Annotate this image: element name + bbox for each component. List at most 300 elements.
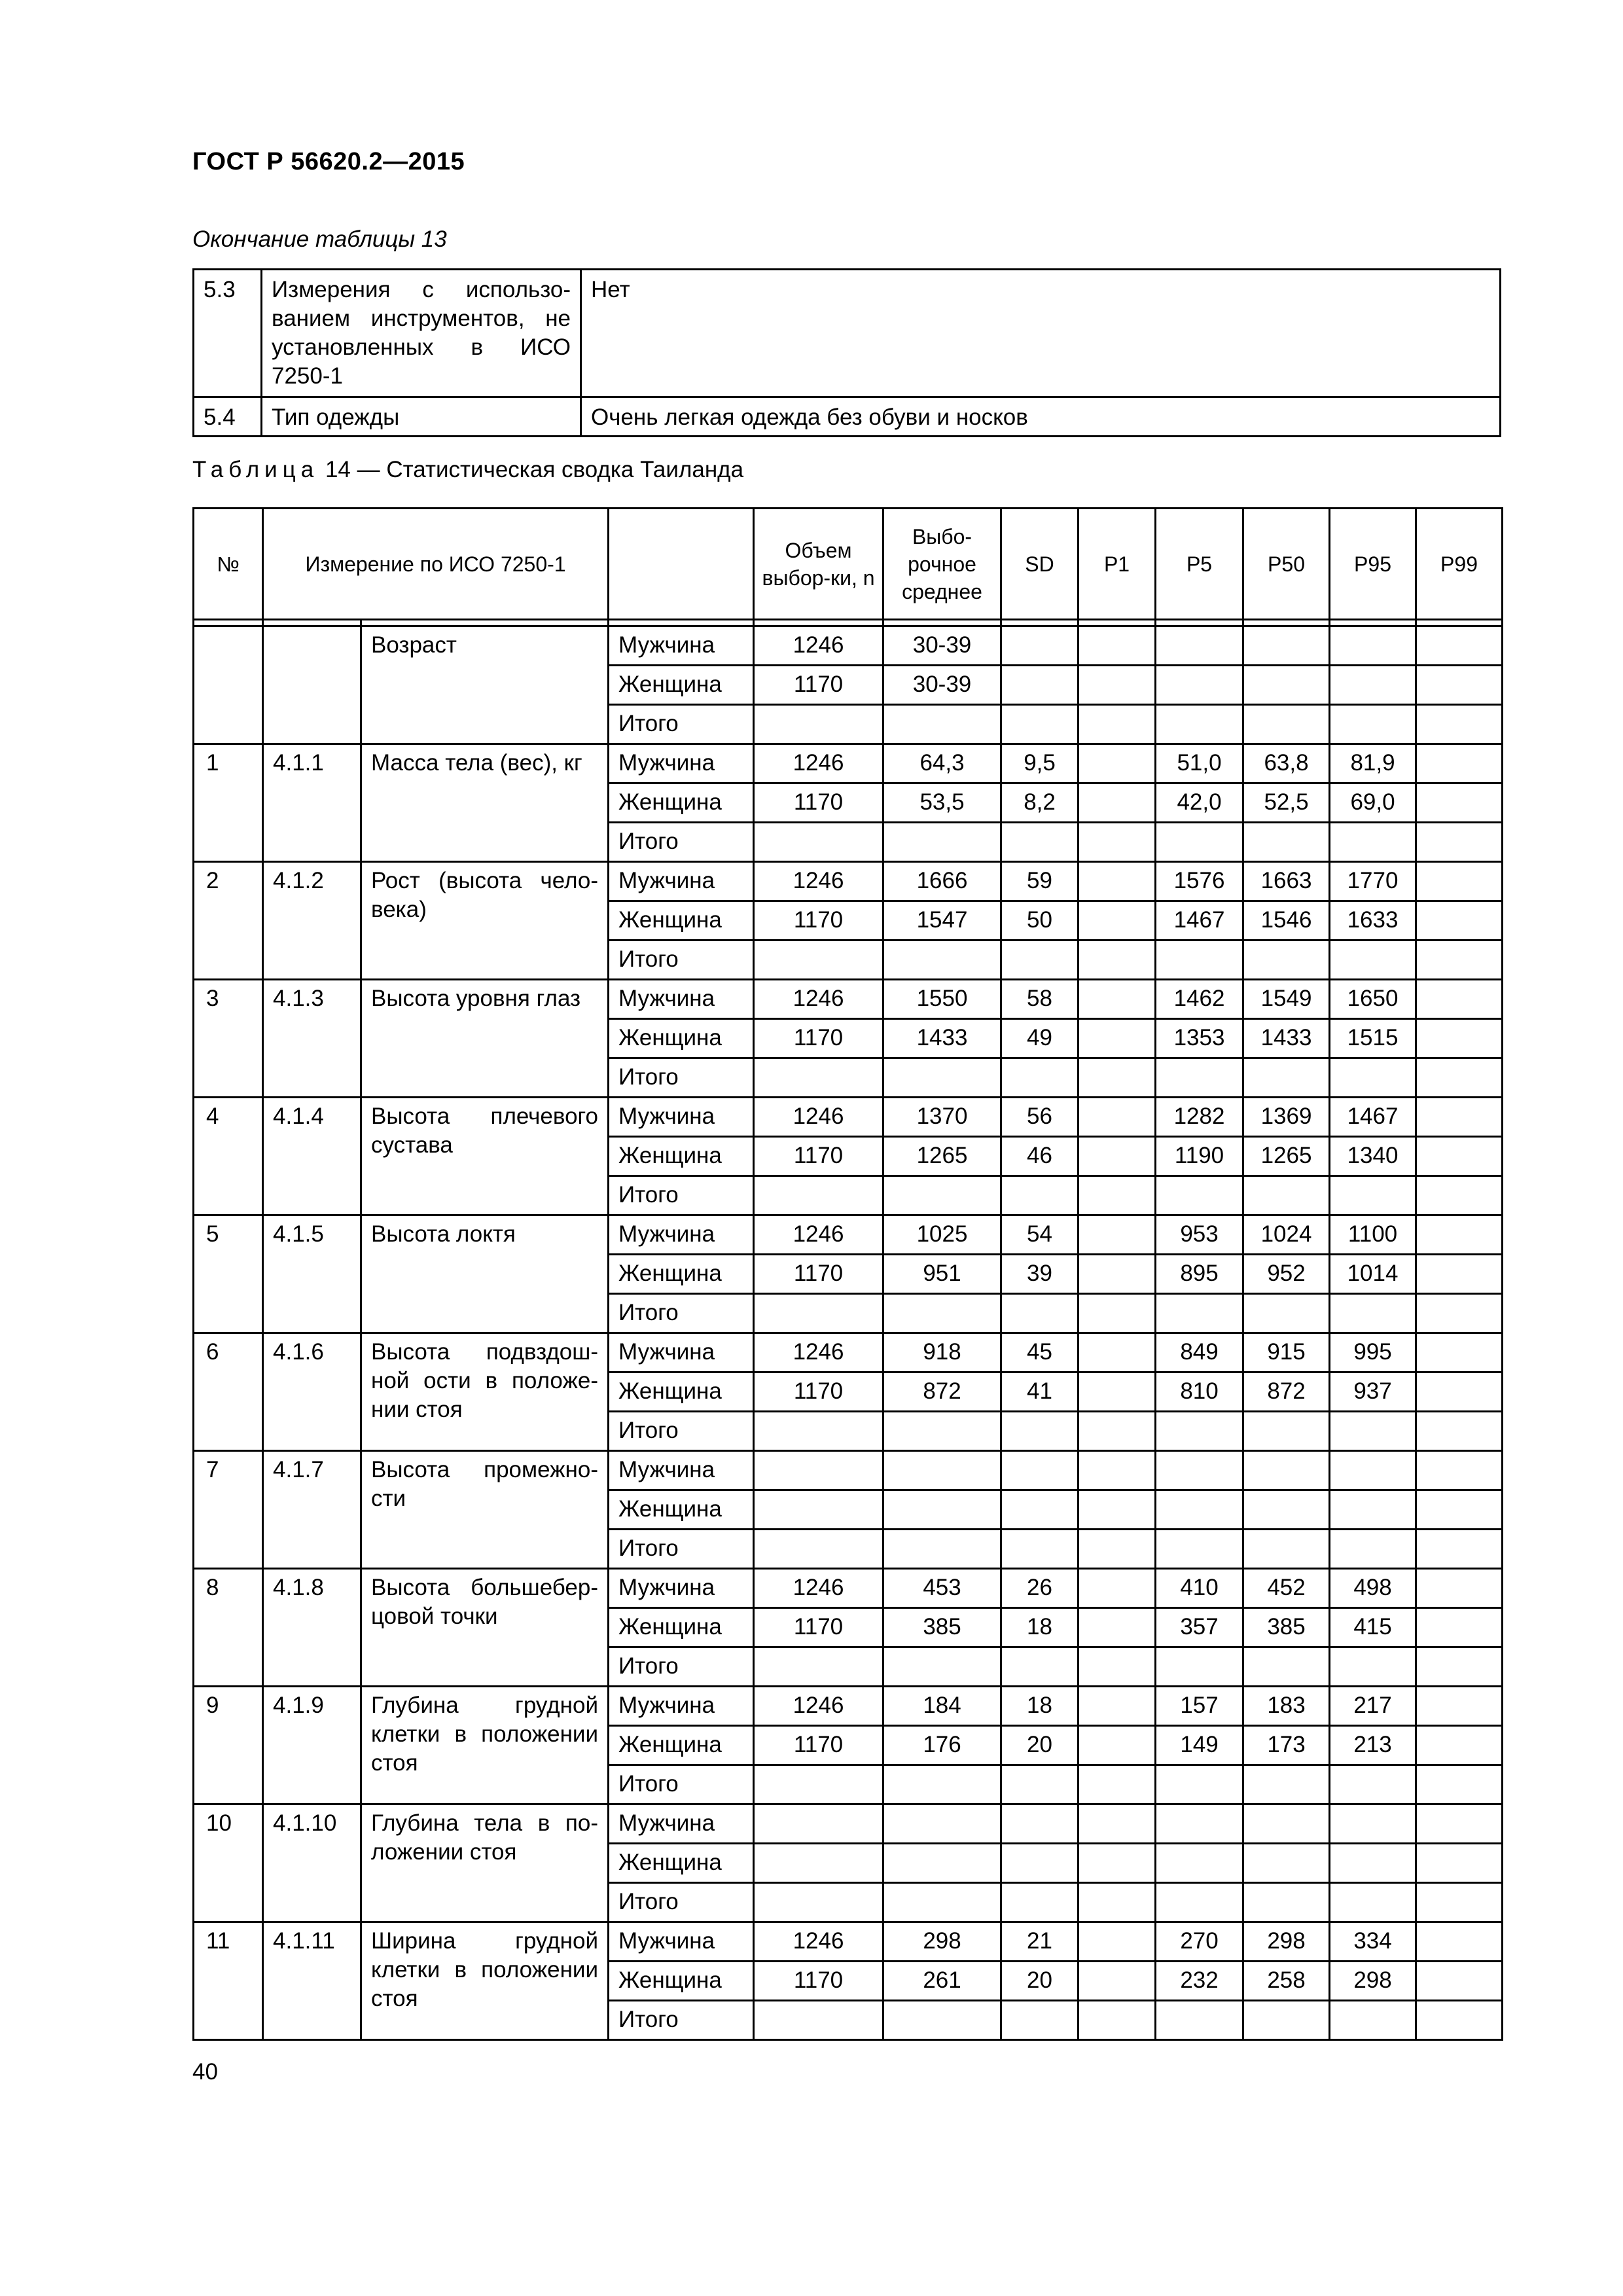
sex-label: Мужчина [609, 1451, 754, 1490]
cell-p50 [1243, 626, 1330, 666]
cell-p50: 1663 [1243, 862, 1330, 901]
cell-p5: 157 [1156, 1687, 1243, 1726]
table-row [194, 1098, 1503, 1137]
cell-n: 1246 [754, 1098, 883, 1137]
cell-p99 [1416, 1922, 1503, 1962]
cell-mean [883, 1647, 1001, 1687]
sex-label: Женщина [609, 1608, 754, 1647]
table-14-thailand [192, 507, 1503, 2041]
cell-sd: 49 [1001, 1019, 1079, 1058]
measure-name: Ширина грудной клетки в положении стоя [361, 1922, 609, 2040]
cell-p5: 42,0 [1156, 783, 1243, 823]
cell-p5: 410 [1156, 1569, 1243, 1608]
row-number: 5.3 [194, 270, 262, 397]
cell-mean: 918 [883, 1333, 1001, 1372]
cell-p5 [1156, 1176, 1243, 1215]
cell-p1 [1079, 1922, 1156, 1962]
table-row [194, 1804, 1503, 1844]
measure-name: Высота локтя [361, 1215, 609, 1333]
table-row [194, 980, 1503, 1019]
cell-mean: 1025 [883, 1215, 1001, 1255]
cell-p95: 995 [1330, 1333, 1416, 1372]
sex-label: Итого [609, 1058, 754, 1098]
row-label: Тип одежды [262, 397, 581, 437]
row-value: Нет [581, 270, 1501, 397]
cell-mean [883, 1412, 1001, 1451]
sex-label: Итого [609, 2001, 754, 2040]
table-caption-text: 14 — Статистическая сводка Таиланда [319, 457, 744, 482]
cell-p1 [1079, 1215, 1156, 1255]
cell-mean: 872 [883, 1372, 1001, 1412]
sex-label: Женщина [609, 1255, 754, 1294]
cell-p99 [1416, 1294, 1503, 1333]
cell-n [754, 1176, 883, 1215]
cell-p95 [1330, 1647, 1416, 1687]
cell-mean: 53,5 [883, 783, 1001, 823]
measure-code: 4.1.1 [263, 744, 361, 862]
cell-n: 1170 [754, 1372, 883, 1412]
cell-p5 [1156, 1647, 1243, 1687]
cell-p99 [1416, 1490, 1503, 1530]
cell-mean: 1666 [883, 862, 1001, 901]
measure-code: 4.1.11 [263, 1922, 361, 2040]
measure-code: 4.1.4 [263, 1098, 361, 1215]
cell-mean: 453 [883, 1569, 1001, 1608]
table-row [194, 1215, 1503, 1255]
cell-mean [883, 1294, 1001, 1333]
cell-p99 [1416, 941, 1503, 980]
table-header-row [194, 509, 1503, 620]
cell-p50: 52,5 [1243, 783, 1330, 823]
cell-sd [1001, 1844, 1079, 1883]
cell-p95: 81,9 [1330, 744, 1416, 783]
cell-p50: 1024 [1243, 1215, 1330, 1255]
cell-sd: 46 [1001, 1137, 1079, 1176]
cell-p1 [1079, 1019, 1156, 1058]
cell-p95 [1330, 1765, 1416, 1804]
measure-code: 4.1.3 [263, 980, 361, 1098]
cell-p50 [1243, 705, 1330, 744]
cell-sd: 50 [1001, 901, 1079, 941]
sex-label: Итого [609, 1530, 754, 1569]
measure-name: Высота уровня глаз [361, 980, 609, 1098]
cell-p5 [1156, 1530, 1243, 1569]
cell-mean: 951 [883, 1255, 1001, 1294]
cell-p95: 415 [1330, 1608, 1416, 1647]
cell-p5 [1156, 1058, 1243, 1098]
cell-p5: 1190 [1156, 1137, 1243, 1176]
cell-n: 1246 [754, 1333, 883, 1372]
measure-number: 7 [194, 1451, 263, 1569]
sex-label: Мужчина [609, 1098, 754, 1137]
sex-label: Мужчина [609, 862, 754, 901]
cell-p5 [1156, 941, 1243, 980]
sex-label: Итого [609, 1883, 754, 1922]
cell-n: 1170 [754, 1726, 883, 1765]
table-row [194, 1333, 1503, 1372]
cell-sd: 9,5 [1001, 744, 1079, 783]
table-body [194, 620, 1503, 2040]
cell-n [754, 705, 883, 744]
cell-p95 [1330, 2001, 1416, 2040]
cell-p1 [1079, 1608, 1156, 1647]
cell-sd: 8,2 [1001, 783, 1079, 823]
row-value: Очень легкая одежда без обуви и носков [581, 397, 1501, 437]
cell-p50 [1243, 941, 1330, 980]
cell-sd: 45 [1001, 1333, 1079, 1372]
cell-sd: 21 [1001, 1922, 1079, 1962]
cell-n [754, 2001, 883, 2040]
cell-n: 1246 [754, 744, 883, 783]
cell-p95 [1330, 941, 1416, 980]
header-p5: P5 [1156, 509, 1243, 620]
cell-n: 1170 [754, 1962, 883, 2001]
header-num: № [194, 509, 263, 620]
cell-p1 [1079, 1176, 1156, 1215]
header-p50: P50 [1243, 509, 1330, 620]
cell-p1 [1079, 1962, 1156, 2001]
cell-p50: 298 [1243, 1922, 1330, 1962]
cell-p1 [1079, 1294, 1156, 1333]
sex-label: Женщина [609, 1019, 754, 1058]
cell-p99 [1416, 1687, 1503, 1726]
sex-label: Итого [609, 941, 754, 980]
cell-mean [883, 1530, 1001, 1569]
cell-n: 1170 [754, 666, 883, 705]
cell-mean [883, 1176, 1001, 1215]
header-p1: P1 [1079, 509, 1156, 620]
cell-sd: 39 [1001, 1255, 1079, 1294]
cell-mean [883, 705, 1001, 744]
cell-p5: 1353 [1156, 1019, 1243, 1058]
cell-n [754, 1451, 883, 1490]
cell-p5 [1156, 666, 1243, 705]
cell-mean: 1547 [883, 901, 1001, 941]
header-sd: SD [1001, 509, 1079, 620]
cell-p99 [1416, 1530, 1503, 1569]
measure-number: 2 [194, 862, 263, 980]
cell-p50: 1265 [1243, 1137, 1330, 1176]
cell-p95 [1330, 1058, 1416, 1098]
header-p95: P95 [1330, 509, 1416, 620]
cell-sd [1001, 1647, 1079, 1687]
cell-p5 [1156, 626, 1243, 666]
cell-p1 [1079, 1647, 1156, 1687]
cell-p50 [1243, 1844, 1330, 1883]
cell-mean [883, 1844, 1001, 1883]
cell-mean [883, 1490, 1001, 1530]
cell-sd [1001, 1530, 1079, 1569]
cell-p99 [1416, 1765, 1503, 1804]
cell-n [754, 1490, 883, 1530]
cell-n: 1170 [754, 1019, 883, 1058]
cell-p5 [1156, 2001, 1243, 2040]
cell-n: 1170 [754, 1608, 883, 1647]
cell-p99 [1416, 1137, 1503, 1176]
cell-p99 [1416, 862, 1503, 901]
sex-label: Мужчина [609, 1215, 754, 1255]
cell-sd: 20 [1001, 1962, 1079, 2001]
cell-p1 [1079, 1372, 1156, 1412]
measure-number: 3 [194, 980, 263, 1098]
sex-label: Женщина [609, 1962, 754, 2001]
cell-p95 [1330, 705, 1416, 744]
cell-p99 [1416, 1844, 1503, 1883]
cell-p50: 183 [1243, 1687, 1330, 1726]
cell-p99 [1416, 980, 1503, 1019]
cell-p1 [1079, 1412, 1156, 1451]
cell-mean [883, 1765, 1001, 1804]
cell-p50: 1369 [1243, 1098, 1330, 1137]
cell-sd [1001, 1451, 1079, 1490]
cell-p99 [1416, 1962, 1503, 2001]
cell-p5 [1156, 1490, 1243, 1530]
cell-n [754, 1412, 883, 1451]
row-number: 5.4 [194, 397, 262, 437]
measure-number: 11 [194, 1922, 263, 2040]
cell-p5 [1156, 1412, 1243, 1451]
sex-label: Итого [609, 1765, 754, 1804]
sex-label: Итого [609, 1412, 754, 1451]
cell-p99 [1416, 1608, 1503, 1647]
sex-label: Итого [609, 1176, 754, 1215]
sex-label: Женщина [609, 1844, 754, 1883]
measure-code: 4.1.6 [263, 1333, 361, 1451]
cell-p99 [1416, 1451, 1503, 1490]
cell-n [754, 1804, 883, 1844]
cell-n: 1170 [754, 1255, 883, 1294]
sex-label: Женщина [609, 1372, 754, 1412]
cell-p99 [1416, 1726, 1503, 1765]
cell-p50 [1243, 1412, 1330, 1451]
cell-p99 [1416, 1019, 1503, 1058]
cell-p1 [1079, 1569, 1156, 1608]
cell-p1 [1079, 1255, 1156, 1294]
cell-sd [1001, 1804, 1079, 1844]
cell-p1 [1079, 980, 1156, 1019]
cell-p99 [1416, 1804, 1503, 1844]
cell-p5: 149 [1156, 1726, 1243, 1765]
cell-sd [1001, 1765, 1079, 1804]
cell-sd: 54 [1001, 1215, 1079, 1255]
cell-p99 [1416, 1569, 1503, 1608]
cell-p99 [1416, 1215, 1503, 1255]
sex-label: Женщина [609, 666, 754, 705]
measure-number: 4 [194, 1098, 263, 1215]
cell-p5 [1156, 705, 1243, 744]
cell-p95 [1330, 626, 1416, 666]
cell-p5: 1282 [1156, 1098, 1243, 1137]
header-p99: P99 [1416, 509, 1503, 620]
cell-p95: 937 [1330, 1372, 1416, 1412]
cell-p99 [1416, 2001, 1503, 2040]
cell-p5: 895 [1156, 1255, 1243, 1294]
cell-mean: 176 [883, 1726, 1001, 1765]
cell-p50 [1243, 1058, 1330, 1098]
cell-n [754, 1844, 883, 1883]
cell-p50 [1243, 1530, 1330, 1569]
header-sample-size: Объем выбор-ки, n [754, 509, 883, 620]
measure-code: 4.1.10 [263, 1804, 361, 1922]
cell-p95 [1330, 823, 1416, 862]
cell-p50: 1549 [1243, 980, 1330, 1019]
cell-p5 [1156, 1765, 1243, 1804]
sex-label: Итого [609, 705, 754, 744]
cell-p99 [1416, 1412, 1503, 1451]
measure-name: Глубина грудной клетки в положении стоя [361, 1687, 609, 1804]
cell-p99 [1416, 901, 1503, 941]
cell-p95 [1330, 1844, 1416, 1883]
cell-p95 [1330, 666, 1416, 705]
cell-sd [1001, 823, 1079, 862]
cell-p50 [1243, 823, 1330, 862]
sex-label: Мужчина [609, 1569, 754, 1608]
cell-n: 1170 [754, 1137, 883, 1176]
cell-p1 [1079, 1844, 1156, 1883]
measure-name: Масса тела (вес), кг [361, 744, 609, 862]
sex-label: Мужчина [609, 744, 754, 783]
cell-mean: 64,3 [883, 744, 1001, 783]
cell-p1 [1079, 1726, 1156, 1765]
table-row [194, 1922, 1503, 1962]
cell-p99 [1416, 744, 1503, 783]
cell-p1 [1079, 823, 1156, 862]
header-measure: Измерение по ИСО 7250-1 [263, 509, 609, 620]
cell-n: 1170 [754, 783, 883, 823]
cell-mean [883, 1451, 1001, 1490]
cell-p99 [1416, 1176, 1503, 1215]
cell-mean: 1265 [883, 1137, 1001, 1176]
cell-mean: 1370 [883, 1098, 1001, 1137]
sex-label: Мужчина [609, 1922, 754, 1962]
cell-p95: 217 [1330, 1687, 1416, 1726]
cell-sd [1001, 941, 1079, 980]
cell-mean: 385 [883, 1608, 1001, 1647]
cell-p5: 849 [1156, 1333, 1243, 1372]
cell-p95: 498 [1330, 1569, 1416, 1608]
sex-label: Женщина [609, 1137, 754, 1176]
cell-sd: 59 [1001, 862, 1079, 901]
cell-sd: 18 [1001, 1687, 1079, 1726]
cell-p5: 810 [1156, 1372, 1243, 1412]
cell-sd [1001, 1176, 1079, 1215]
cell-p99 [1416, 1372, 1503, 1412]
measure-name: Высота большебер-цовой точки [361, 1569, 609, 1687]
cell-p50: 385 [1243, 1608, 1330, 1647]
table-row [194, 1687, 1503, 1726]
cell-n [754, 1294, 883, 1333]
cell-p50 [1243, 1451, 1330, 1490]
cell-mean [883, 941, 1001, 980]
cell-p95 [1330, 1294, 1416, 1333]
cell-p50 [1243, 1647, 1330, 1687]
table-row [194, 626, 1503, 666]
table-row [194, 397, 1501, 437]
cell-n: 1246 [754, 1922, 883, 1962]
cell-sd [1001, 1883, 1079, 1922]
cell-sd [1001, 2001, 1079, 2040]
measure-number [194, 626, 263, 744]
cell-p1 [1079, 2001, 1156, 2040]
cell-p50: 872 [1243, 1372, 1330, 1412]
cell-sd [1001, 705, 1079, 744]
cell-p1 [1079, 1451, 1156, 1490]
cell-mean: 184 [883, 1687, 1001, 1726]
cell-p95: 213 [1330, 1726, 1416, 1765]
cell-p95: 1515 [1330, 1019, 1416, 1058]
cell-sd: 56 [1001, 1098, 1079, 1137]
cell-p50: 173 [1243, 1726, 1330, 1765]
cell-mean: 298 [883, 1922, 1001, 1962]
cell-n: 1246 [754, 1569, 883, 1608]
cell-mean [883, 823, 1001, 862]
cell-mean: 30-39 [883, 626, 1001, 666]
sex-label: Мужчина [609, 980, 754, 1019]
cell-p95: 1633 [1330, 901, 1416, 941]
cell-p50 [1243, 1765, 1330, 1804]
measure-code: 4.1.8 [263, 1569, 361, 1687]
measure-number: 9 [194, 1687, 263, 1804]
cell-p99 [1416, 1098, 1503, 1137]
cell-p95: 1467 [1330, 1098, 1416, 1137]
cell-p99 [1416, 1058, 1503, 1098]
sex-label: Мужчина [609, 1333, 754, 1372]
table-caption-prefix: Таблица [192, 457, 319, 482]
measure-code: 4.1.2 [263, 862, 361, 980]
cell-n [754, 1530, 883, 1569]
measure-number: 8 [194, 1569, 263, 1687]
cell-p95 [1330, 1490, 1416, 1530]
sex-label: Итого [609, 823, 754, 862]
row-label: Измерения с использо-ванием инструментов, не установленных в ИСО 7250-1 [262, 270, 581, 397]
cell-sd: 41 [1001, 1372, 1079, 1412]
cell-p1 [1079, 1883, 1156, 1922]
cell-p99 [1416, 1255, 1503, 1294]
table-row [194, 1451, 1503, 1490]
cell-p95 [1330, 1176, 1416, 1215]
cell-p95: 1100 [1330, 1215, 1416, 1255]
cell-p5: 1576 [1156, 862, 1243, 901]
measure-code: 4.1.9 [263, 1687, 361, 1804]
table-row [194, 270, 1501, 397]
cell-p5: 270 [1156, 1922, 1243, 1962]
cell-p99 [1416, 823, 1503, 862]
cell-p50: 258 [1243, 1962, 1330, 2001]
cell-sd: 20 [1001, 1726, 1079, 1765]
cell-n [754, 1058, 883, 1098]
cell-p1 [1079, 1058, 1156, 1098]
cell-p99 [1416, 1883, 1503, 1922]
cell-n: 1246 [754, 980, 883, 1019]
cell-n [754, 1647, 883, 1687]
cell-p95: 1340 [1330, 1137, 1416, 1176]
cell-sd [1001, 1058, 1079, 1098]
cell-sd [1001, 1490, 1079, 1530]
document-header: ГОСТ Р 56620.2—2015 [192, 148, 465, 175]
cell-p50 [1243, 1883, 1330, 1922]
measure-code [263, 626, 361, 744]
cell-p99 [1416, 1647, 1503, 1687]
cell-p5: 1462 [1156, 980, 1243, 1019]
cell-n: 1246 [754, 626, 883, 666]
cell-p1 [1079, 783, 1156, 823]
cell-p1 [1079, 744, 1156, 783]
measure-name: Глубина тела в по-ложении стоя [361, 1804, 609, 1922]
measure-name: Высота плечевого сустава [361, 1098, 609, 1215]
cell-p1 [1079, 705, 1156, 744]
cell-p95 [1330, 1530, 1416, 1569]
cell-p95: 1650 [1330, 980, 1416, 1019]
